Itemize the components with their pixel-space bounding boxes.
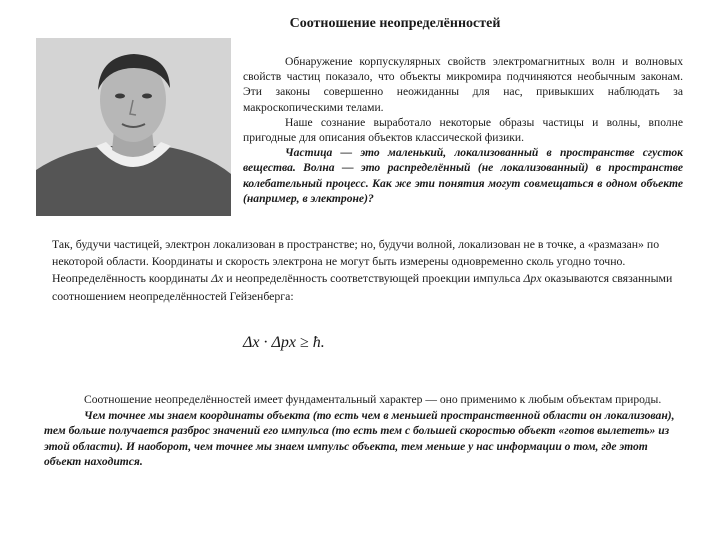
conclusion-paragraph-1: Соотношение неопределённостей имеет фундаментальный характер — оно применимо к любым объектам природы. (84, 393, 662, 406)
explanation-mid: и неопределённость соответствующей проекции импульса (226, 271, 521, 286)
uncertainty-explanation (52, 236, 692, 305)
intro-paragraph-3: Частица — это маленький, локализованный в пространстве сгусток вещества. Волна — это распределённый (не локализованный) в пространстве колебательный процесс. Как же эти понятия могут совмещаться в одном объекте (например, в электроне)? (243, 146, 683, 205)
intro-paragraph-2: Наше сознание выработало некоторые образы частицы и волны, вполне пригодные для описания объектов классической физики. (243, 115, 683, 145)
portrait-photo (36, 38, 231, 216)
delta-p-symbol: Δpx (523, 271, 542, 286)
delta-x-symbol: Δx (211, 271, 224, 286)
page-title: Соотношение неопределённостей (289, 16, 501, 31)
conclusion-text (44, 392, 684, 470)
conclusion-paragraph-2: Чем точнее мы знаем координаты объекта (то есть чем в меньшей пространственной области он локализован), тем больше получается разброс значений его импульса (то есть тем с большей скоростью объект «готов вылететь» из этой области). И наоборот, чем точнее мы знаем импульс объекта, тем меньше у нас информации о том, где этот объект находится. (44, 408, 675, 469)
explanation-text: Так, будучи частицей, электрон локализован в пространстве; но, будучи волной, локализован не в точке, а «размазан» по некоторой области. Координаты и скорость электрона не могут быть измерены одновременно сколь угодно точно. Неопределённость координаты (52, 237, 660, 286)
heisenberg-formula: Δx · Δpx ≥ ħ. (243, 334, 325, 351)
intro-text (243, 54, 683, 206)
explanation-paragraph (52, 236, 692, 305)
explanation-end: оказываются связанными соотношением неопределённостей Гейзенберга: (52, 271, 673, 303)
intro-paragraph-1: Обнаружение корпускулярных свойств электромагнитных волн и волновых свойств частиц показало, что объекты микромира подчиняются необычным законам. Эти законы совершенно неожиданны для нас, привыкших наблюдать за макроскопическими телами. (243, 55, 683, 114)
